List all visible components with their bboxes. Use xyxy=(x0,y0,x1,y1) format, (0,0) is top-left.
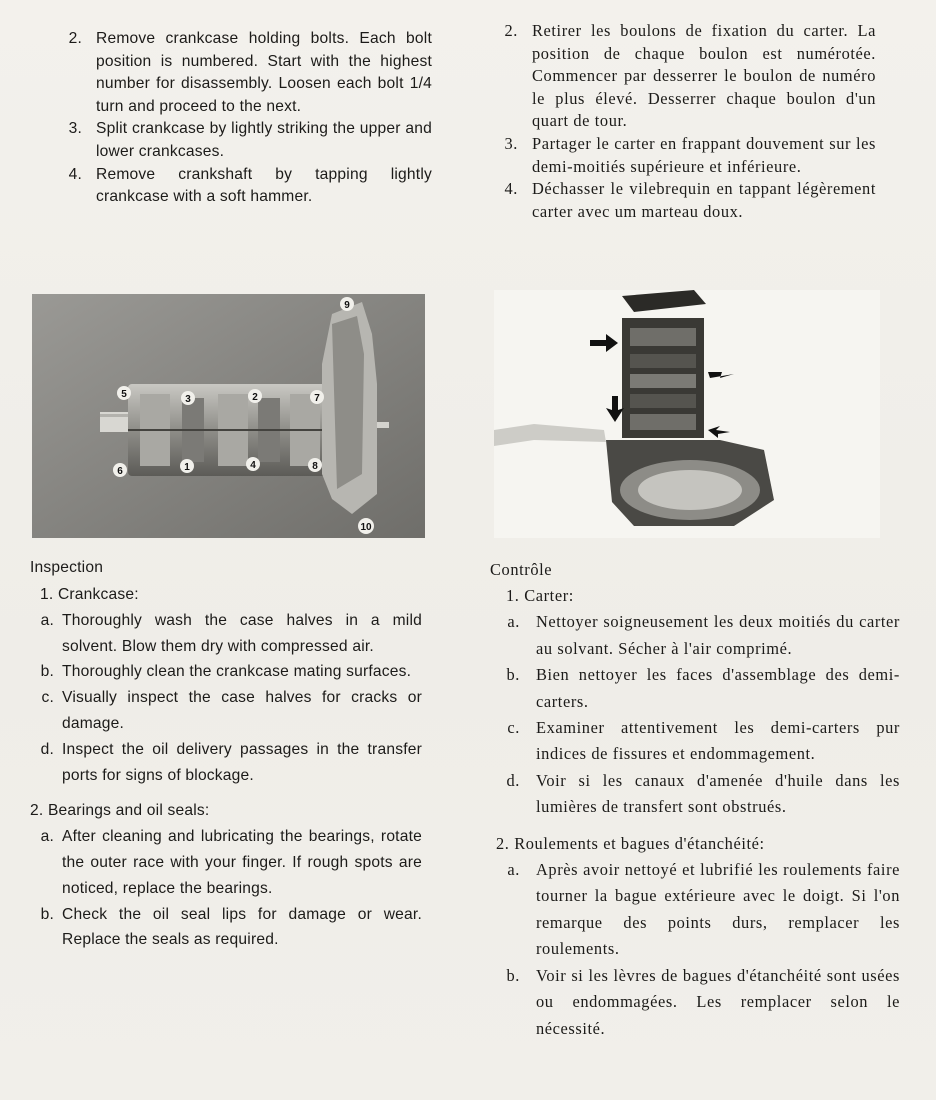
item-text: Après avoir nettoyé et lubrifié les roulements faire tourner la bague extérieure avec le doigt. Si l'on remarque des points durs, remplacer les roulements. xyxy=(536,860,900,959)
section-title: Roulements et bagues d'étanchéité: xyxy=(514,833,765,853)
step-4-fr xyxy=(496,178,876,223)
controle-list xyxy=(496,583,900,1042)
inspection-heading: Inspection xyxy=(30,559,104,576)
step-text: Déchasser le vilebrequin en tappant légèrement carter avec um marteau doux. xyxy=(532,179,876,221)
item-letter: a. xyxy=(40,828,54,846)
item-text: Thoroughly wash the case halves in a mild solvent. Blow them dry with compressed air. xyxy=(62,611,422,655)
controle-heading: Contrôle xyxy=(490,560,553,579)
step-2-en xyxy=(52,28,432,118)
item-letter: c. xyxy=(41,689,54,707)
item-text: Examiner attentivement les demi-carters pur indices de fissures et endommagement. xyxy=(536,718,900,764)
inspection-item-b xyxy=(30,659,422,685)
item-letter: b. xyxy=(40,905,54,923)
bolt-label-8: 8 xyxy=(312,461,318,472)
bolt-label-2: 2 xyxy=(252,392,258,403)
bolt-label-5: 5 xyxy=(121,389,127,400)
inspection-item-c xyxy=(30,685,422,737)
item-text: Visually inspect the case halves for cracks or damage. xyxy=(62,689,422,732)
bolt-label-7: 7 xyxy=(314,393,320,404)
disassembly-steps-french xyxy=(496,20,876,223)
item-text: After cleaning and lubricating the bearings, rotate the outer race with your finger. If rough spots are noticed, replace the bearings. xyxy=(62,828,422,897)
crankcase-illustration xyxy=(32,294,425,538)
step-3-en xyxy=(52,118,432,163)
item-letter: b. xyxy=(506,665,520,685)
controle-item-b xyxy=(496,662,900,715)
item-letter: a. xyxy=(507,612,520,632)
section-carter xyxy=(496,583,900,609)
inspection-item-d xyxy=(30,737,422,789)
step-text: Split crankcase by lightly striking the upper and lower crankcases. xyxy=(96,120,432,160)
step-4-en xyxy=(52,164,432,209)
section-roulements xyxy=(496,831,900,857)
section-gap xyxy=(496,821,900,831)
bearings-item-b xyxy=(30,902,422,954)
bolt-label-9: 9 xyxy=(344,300,350,311)
bolt-label-10: 10 xyxy=(360,522,372,533)
crankcase-split-illustration xyxy=(494,290,880,538)
item-text: Check the oil seal lips for damage or wear. Replace the seals as required. xyxy=(62,905,422,949)
step-text: Partager le carter en frappant douvement sur les demi-moitiés supérieure et inférieure. xyxy=(532,133,876,176)
step-number: 4. xyxy=(504,179,518,199)
roulements-item-b xyxy=(496,963,900,1042)
bolt-label-3: 3 xyxy=(185,394,191,405)
step-3-fr xyxy=(496,133,876,178)
controle-item-a xyxy=(496,609,900,662)
section-crankcase xyxy=(30,582,422,608)
section-bearings xyxy=(30,798,422,824)
item-text: Voir si les lèvres de bagues d'étanchéité sont usées ou endommagées. Les remplacer selon le nécessité. xyxy=(536,965,900,1038)
section-number: 2. xyxy=(30,802,44,820)
roulements-item-a xyxy=(496,857,900,963)
step-text: Retirer les boulons de fixation du carter. La position de chaque boulon est numérotée. Commencer par desserrer le boulon de numéro le plus élevé. Desserrer chaque boulon d'un quart de tour. xyxy=(532,21,876,131)
bolt-label-6: 6 xyxy=(117,466,123,477)
section-number: 1. xyxy=(40,586,54,603)
step-number: 3. xyxy=(68,120,82,138)
item-text: Nettoyer soigneusement les deux moitiés du carter au solvant. Sécher à l'air comprimé. xyxy=(536,612,900,658)
item-letter: b. xyxy=(40,663,54,681)
controle-item-c xyxy=(496,715,900,768)
step-number: 3. xyxy=(504,133,518,153)
item-text: Inspect the oil delivery passages in the transfer ports for signs of blockage. xyxy=(62,740,422,784)
item-letter: b. xyxy=(506,965,520,985)
step-text: Remove crankshaft by tapping lightly crankcase with a soft hammer. xyxy=(96,165,432,206)
section-number: 1. xyxy=(506,586,520,605)
section-title: Crankcase: xyxy=(57,586,139,603)
section-title: Bearings and oil seals: xyxy=(47,802,210,820)
section-title: Carter: xyxy=(524,586,574,605)
step-text: Remove crankcase holding bolts. Each bolt position is numbered. Start with the highest number for disassembly. Loosen each bolt 1/4 turn and proceed to the next. xyxy=(96,30,432,115)
item-letter: d. xyxy=(506,770,520,790)
item-letter: d. xyxy=(40,740,54,758)
crankcase-split-photo xyxy=(494,290,880,538)
inspection-item-a xyxy=(30,608,422,660)
item-letter: a. xyxy=(40,611,54,629)
controle-item-d xyxy=(496,768,900,821)
section-gap xyxy=(30,788,422,798)
step-number: 2. xyxy=(68,30,82,47)
item-letter: c. xyxy=(507,718,520,738)
section-number: 2. xyxy=(496,833,510,853)
step-number: 2. xyxy=(504,21,518,40)
bolt-label-4: 4 xyxy=(250,460,256,471)
item-text: Thoroughly clean the crankcase mating surfaces. xyxy=(62,663,412,681)
step-number: 4. xyxy=(68,165,82,183)
item-text: Voir si les canaux d'amenée d'huile dans les lumières de transfert sont obstrués. xyxy=(536,770,900,817)
bearings-item-a xyxy=(30,824,422,901)
step-2-fr xyxy=(496,20,876,133)
disassembly-steps-english xyxy=(52,28,432,209)
inspection-list xyxy=(30,582,422,953)
item-text: Bien nettoyer les faces d'assemblage des demi-carters. xyxy=(536,665,900,711)
bolt-label-1: 1 xyxy=(184,462,190,473)
item-letter: a. xyxy=(507,860,520,880)
crankcase-bolts-photo xyxy=(32,294,425,538)
